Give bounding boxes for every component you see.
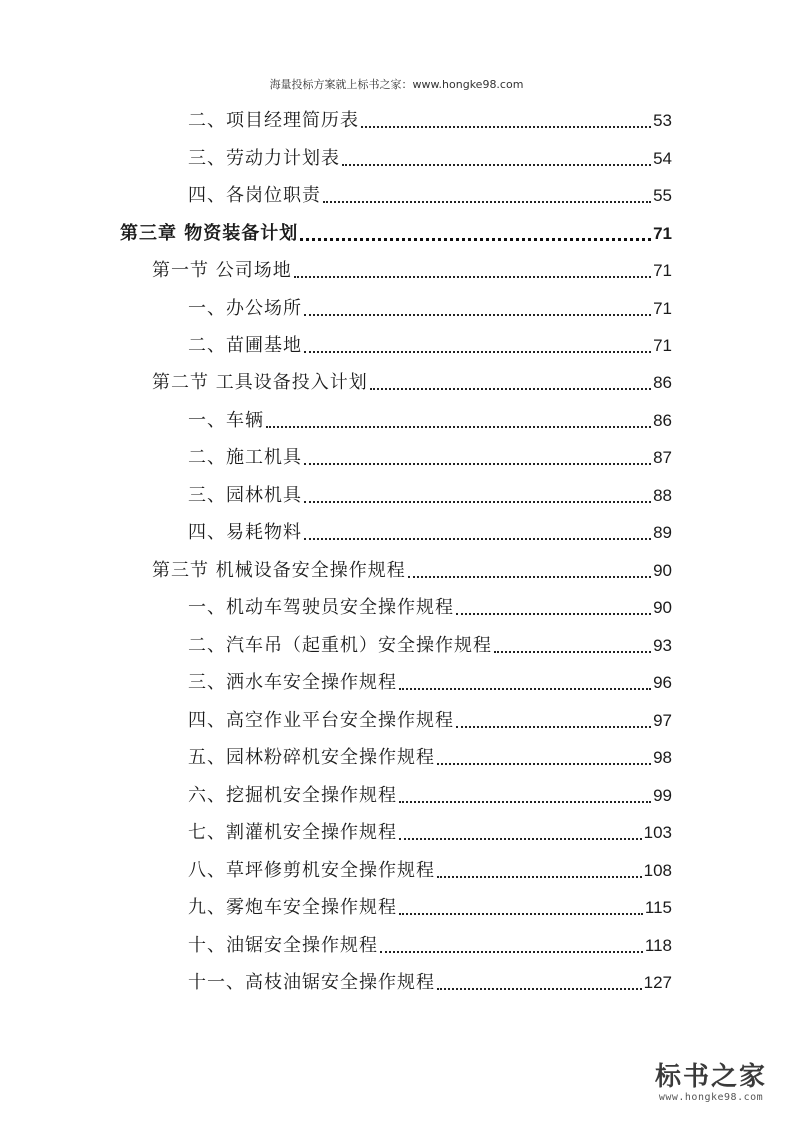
toc-entry-title: 二、项目经理简历表 [188,110,359,131]
toc-entry-page: 71 [653,299,672,318]
toc-entry-page: 88 [653,486,672,505]
toc-entry-page: 89 [653,523,672,542]
toc-entry[interactable] [188,290,672,320]
toc-entry-page: 53 [653,111,672,130]
toc-dot-leader [408,575,651,578]
toc-entry-page: 118 [644,936,672,955]
toc-entry-page: 115 [644,898,672,917]
toc-dot-leader [300,237,651,241]
toc-entry-title: 第一节 公司场地 [152,260,292,281]
toc-entry[interactable] [188,814,672,844]
toc-entry[interactable] [188,702,672,732]
toc-entry-page: 90 [653,598,672,617]
toc-entry-title: 第二节 工具设备投入计划 [152,372,368,393]
toc-entry-title: 二、施工机具 [188,447,302,468]
toc-entry-page: 54 [653,149,672,168]
toc-dot-leader [456,725,651,728]
toc-dot-leader [456,612,651,615]
toc-entry-page: 86 [653,411,672,430]
toc-entry[interactable] [188,327,672,357]
toc-entry[interactable] [188,664,672,694]
toc-entry-title: 四、高空作业平台安全操作规程 [188,710,454,731]
toc-entry-page: 87 [653,448,672,467]
toc-entry-title: 九、雾炮车安全操作规程 [188,897,397,918]
toc-dot-leader [304,350,651,353]
toc-entry-title: 第三章 物资装备计划 [120,223,299,244]
toc-entry-title: 二、苗圃基地 [188,335,302,356]
toc-entry-title: 四、各岗位职责 [188,185,321,206]
toc-entry-page: 99 [653,786,672,805]
toc-entry-page: 103 [643,823,672,842]
toc-dot-leader [399,912,643,915]
toc-dot-leader [437,762,651,765]
toc-entry-page: 55 [653,186,672,205]
toc-entry[interactable] [188,777,672,807]
toc-entry[interactable] [188,514,672,544]
toc-dot-leader [370,387,651,390]
toc-dot-leader [304,313,651,316]
page-header: 海量投标方案就上标书之家：www.hongke98.com [269,78,524,91]
toc-entry-title: 第三节 机械设备安全操作规程 [152,560,406,581]
toc-dot-leader [399,800,651,803]
toc-entry-page: 97 [653,711,672,730]
toc-dot-leader [304,462,651,465]
toc-entry-title: 八、草坪修剪机安全操作规程 [188,860,435,881]
toc-entry-page: 127 [643,973,672,992]
toc-entry-title: 五、园林粉碎机安全操作规程 [188,747,435,768]
toc-entry-title: 三、劳动力计划表 [188,148,340,169]
toc-entry[interactable] [188,102,672,132]
toc-entry[interactable] [188,927,672,957]
toc-entry[interactable] [188,477,672,507]
toc-entry-page: 93 [653,636,672,655]
toc-entry-title: 二、汽车吊（起重机）安全操作规程 [188,635,492,656]
toc-entry[interactable] [188,627,672,657]
toc-dot-leader [437,875,642,878]
toc-entry[interactable] [188,589,672,619]
toc-dot-leader [342,163,651,166]
toc-chapter-entry[interactable] [120,215,672,245]
watermark-url: www.hongke98.com [658,1092,764,1103]
toc-section-entry[interactable] [152,364,672,394]
toc-entry-page: 90 [653,561,672,580]
toc-entry-page: 71 [653,261,672,280]
toc-entry[interactable] [188,140,672,170]
toc-dot-leader [304,500,651,503]
toc-entry-page: 86 [653,373,672,392]
toc-entry-title: 七、割灌机安全操作规程 [188,822,397,843]
toc-dot-leader [437,987,642,990]
toc-section-entry[interactable] [152,552,672,582]
toc-entry[interactable] [188,439,672,469]
toc-entry-title: 十一、高枝油锯安全操作规程 [188,972,435,993]
toc-entry-title: 一、机动车驾驶员安全操作规程 [188,597,454,618]
toc-entry-page: 108 [643,861,672,880]
toc-dot-leader [399,687,651,690]
toc-dot-leader [380,950,643,953]
toc-entry-title: 十、油锯安全操作规程 [188,935,378,956]
toc-entry-title: 三、洒水车安全操作规程 [188,672,397,693]
toc-dot-leader [361,125,651,128]
toc-entry[interactable] [188,177,672,207]
toc-entry-page: 96 [653,673,672,692]
toc-dot-leader [266,425,651,428]
toc-entry-title: 一、车辆 [188,410,264,431]
watermark-brand: 标书之家 [654,1062,767,1092]
toc-dot-leader [494,650,651,653]
toc-dot-leader [304,537,651,540]
toc-entry[interactable] [188,964,672,994]
toc-dot-leader [323,200,651,203]
toc-dot-leader [294,275,651,278]
toc-entry-page: 71 [653,224,672,243]
toc-section-entry[interactable] [152,252,672,282]
toc-dot-leader [399,837,642,840]
toc-entry-title: 一、办公场所 [188,298,302,319]
toc-entry[interactable] [188,852,672,882]
toc-entry-title: 四、易耗物料 [188,522,302,543]
toc-entry-title: 六、挖掘机安全操作规程 [188,785,397,806]
toc-entry[interactable] [188,889,672,919]
toc-entry[interactable] [188,402,672,432]
toc-entry-page: 71 [653,336,672,355]
brand-watermark [636,1062,786,1103]
toc-entry-page: 98 [653,748,672,767]
toc-entry-title: 三、园林机具 [188,485,302,506]
toc-entry[interactable] [188,739,672,769]
